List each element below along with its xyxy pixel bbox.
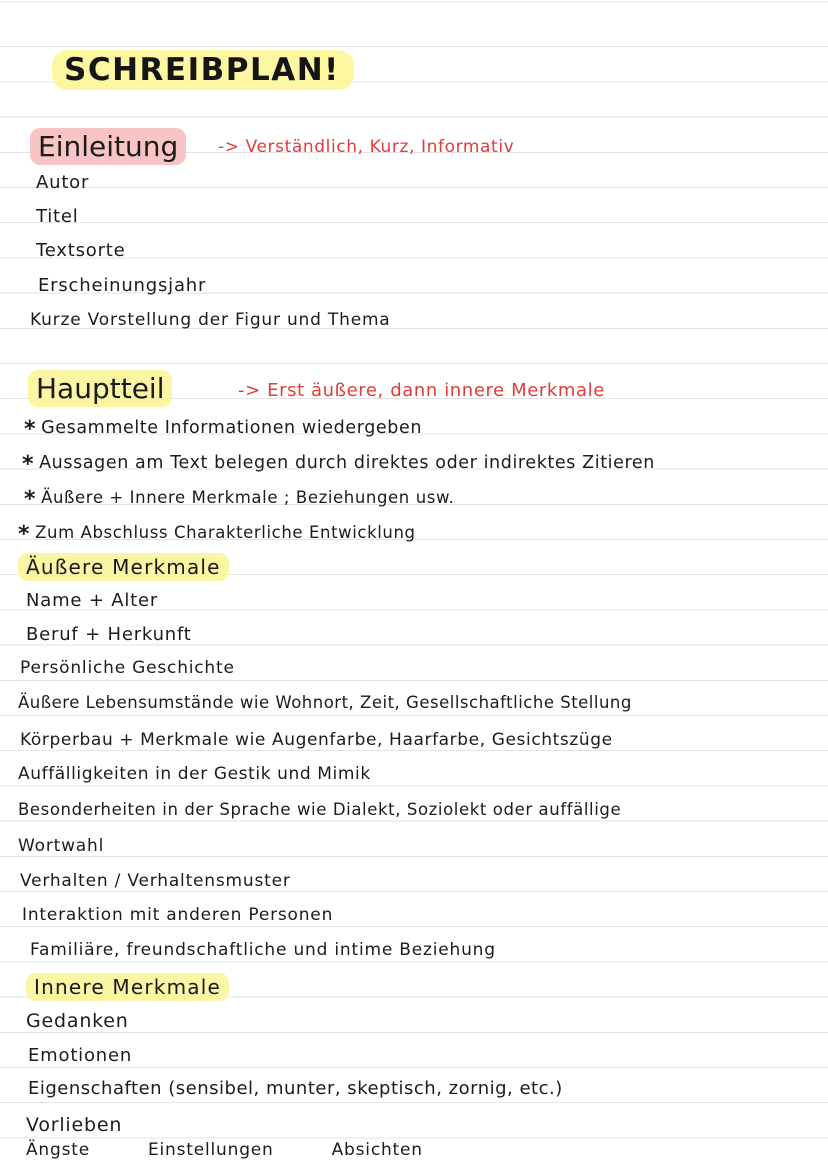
innere-item: Ängste [26,1140,90,1160]
innere-last-row [26,1140,423,1160]
hauptteil-bullet: * Aussagen am Text belegen durch direktes oder indirektes Zitieren [22,452,655,477]
hauptteil-bullet: * Äußere + Innere Merkmale ; Beziehungen usw. [24,487,455,512]
aeussere-item: Wortwahl [18,836,105,856]
einleitung-heading: Einleitung [30,128,186,165]
einleitung-item: Erscheinungsjahr [38,275,207,296]
bullet-marker: * [18,522,31,547]
einleitung-item: Textsorte [36,240,126,261]
bullet-marker: * [24,417,37,442]
aeussere-item: Persönliche Geschichte [20,658,235,678]
hauptteil-bullet: * Zum Abschluss Charakterliche Entwicklung [18,522,416,547]
innere-item: Gedanken [26,1010,129,1032]
aeussere-item: Familiäre, freundschaftliche und intime Beziehung [30,940,496,960]
hauptteil-heading: Hauptteil [28,370,172,407]
aeussere-item: Verhalten / Verhaltensmuster [20,871,291,891]
aeussere-item: Beruf + Herkunft [26,624,192,645]
hauptteil-note: -> Erst äußere, dann innere Merkmale [238,380,605,401]
aeussere-item: Name + Alter [26,590,159,611]
hauptteil-bullet: * Gesammelte Informationen wiedergeben [24,417,423,442]
aeussere-item: Auffälligkeiten in der Gestik und Mimik [18,764,371,784]
page-title: SCHREIBPLAN! [52,50,354,90]
aeussere-item: Interaktion mit anderen Personen [22,905,334,925]
innere-item: Emotionen [28,1045,133,1066]
innere-item: Absichten [331,1140,423,1160]
aeussere-item: Äußere Lebensumstände wie Wohnort, Zeit, Gesellschaftliche Stellung [18,693,632,712]
innere-item: Eigenschaften (sensibel, munter, skeptisch, zornig, etc.) [28,1078,563,1099]
einleitung-note: -> Verständlich, Kurz, Informativ [218,137,515,157]
innere-item: Vorlieben [26,1114,123,1136]
bullet-marker: * [24,487,37,512]
einleitung-item: Autor [36,172,90,193]
aeussere-item: Körperbau + Merkmale wie Augenfarbe, Haarfarbe, Gesichtszüge [20,730,613,750]
innere-item: Einstellungen [147,1140,274,1160]
aeussere-heading: Äußere Merkmale [18,553,229,581]
einleitung-item: Kurze Vorstellung der Figur und Thema [30,310,391,330]
bullet-marker: * [22,452,35,477]
einleitung-item: Titel [36,206,79,227]
innere-heading: Innere Merkmale [26,973,229,1001]
aeussere-item: Besonderheiten in der Sprache wie Dialekt, Soziolekt oder auffällige [18,800,622,819]
